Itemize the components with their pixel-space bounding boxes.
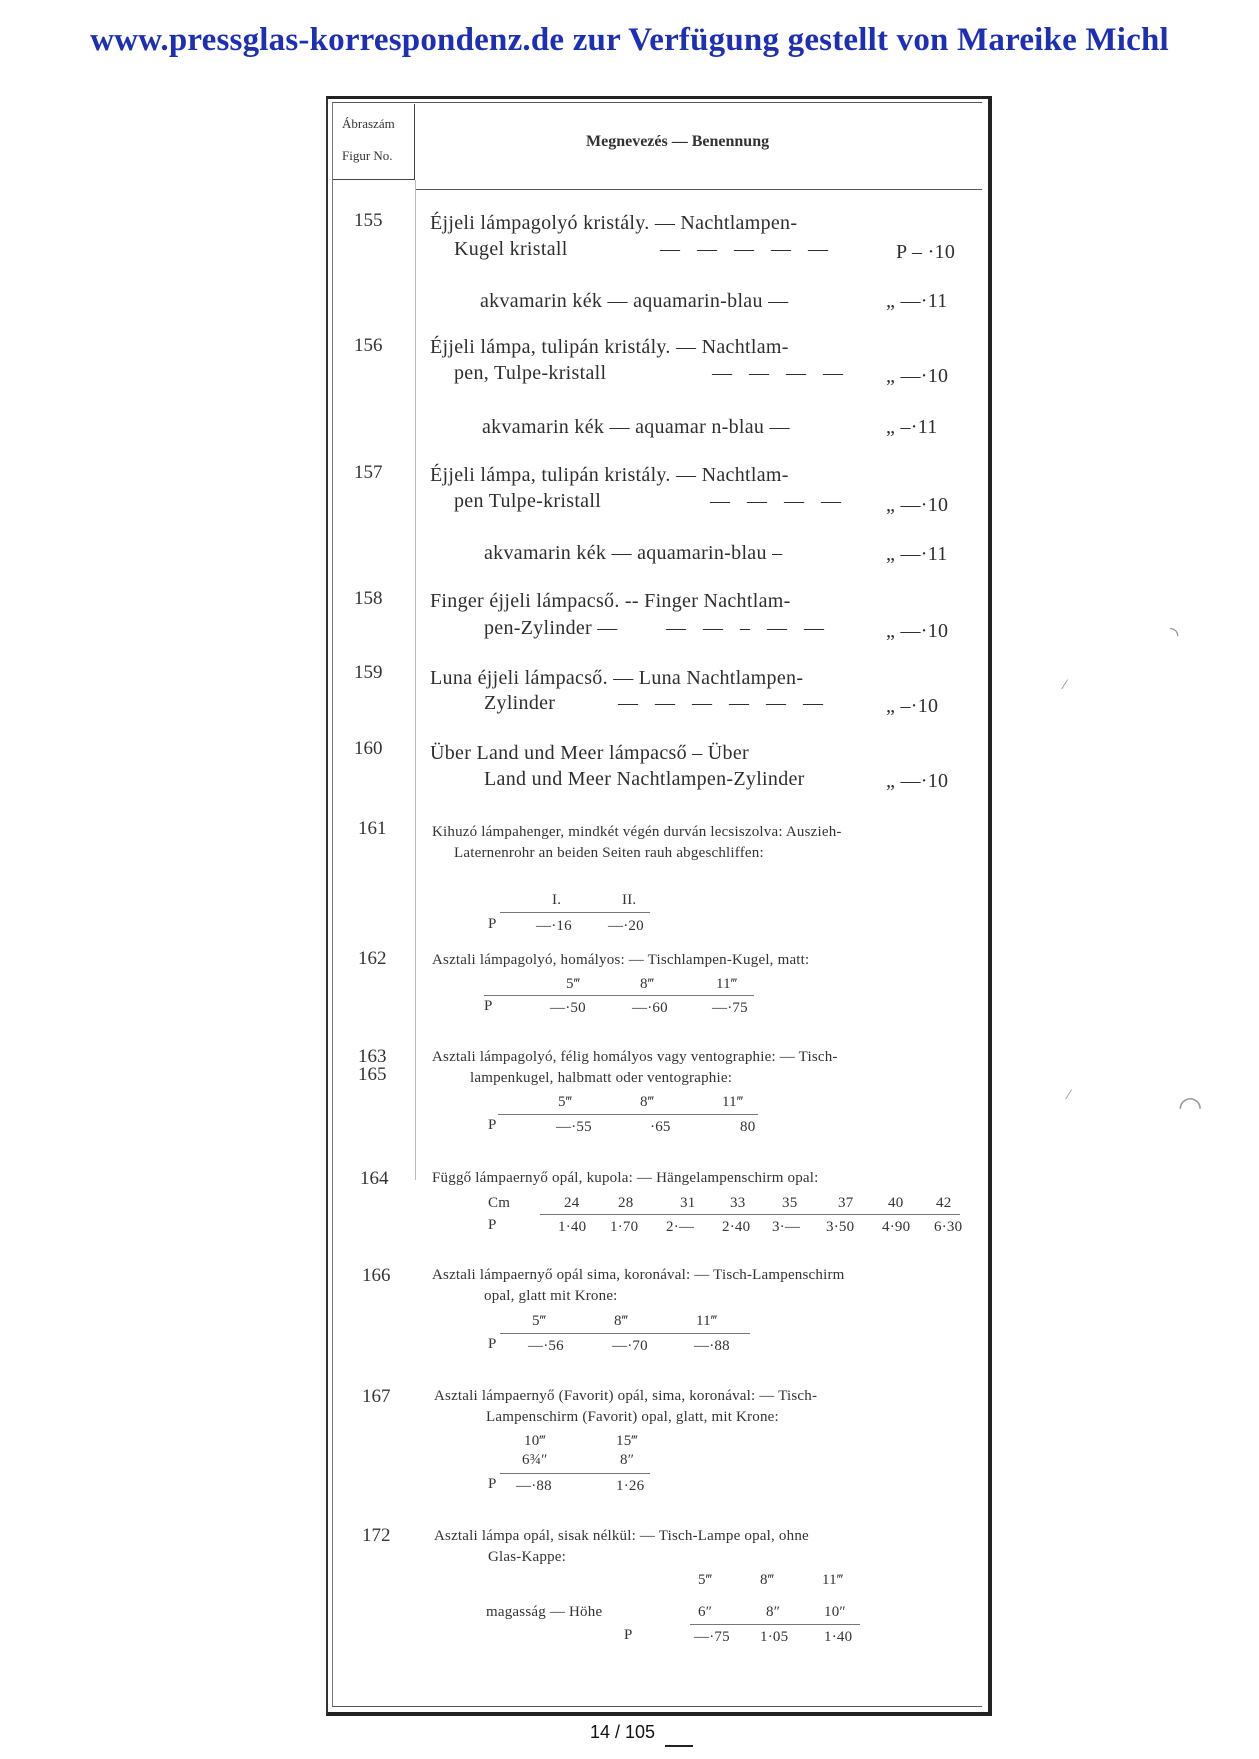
size-value: 11‴ xyxy=(822,1572,844,1588)
price-value: —·56 xyxy=(528,1338,564,1354)
price-value: 3·— xyxy=(772,1219,801,1235)
size-value: 11‴ xyxy=(722,1094,744,1110)
entry-line: Asztali lámpaernyő opál sima, koronával: — Tisch-Lampenschirm xyxy=(432,1267,845,1283)
size-value: 8‴ xyxy=(640,1094,655,1110)
price-label: P xyxy=(484,998,493,1014)
entry-line: Kihuzó lámpahenger, mindkét végén durván lecsiszolva: Auszieh- xyxy=(432,824,842,840)
price-value: 1·70 xyxy=(610,1219,639,1235)
page-number: 14 / 105 xyxy=(590,1722,656,1742)
price-header: II. xyxy=(622,892,637,908)
entry-dashes: — — – — — xyxy=(666,617,830,639)
size-value: 5‴ xyxy=(566,976,581,992)
size-value: 11‴ xyxy=(716,976,738,992)
entry-number: 163 xyxy=(358,1046,387,1067)
price-value: —·20 xyxy=(608,918,644,934)
price-value: —·88 xyxy=(694,1338,730,1354)
entry-line: Über Land und Meer lámpacső – Über xyxy=(430,742,749,764)
entry-line: Asztali lámpagolyó, homályos: — Tischlampen-Kugel, matt: xyxy=(432,952,810,968)
size-value: 33 xyxy=(730,1195,746,1211)
entry-line: Finger éjjeli lámpacső. -- Finger Nachtlam- xyxy=(430,590,791,612)
size-value: 40 xyxy=(888,1195,904,1211)
price-rule xyxy=(500,1473,650,1474)
entry-number: 162 xyxy=(358,948,387,969)
size-value: 31 xyxy=(680,1195,696,1211)
entry-line: pen, Tulpe-kristall xyxy=(454,362,607,384)
scan-artifact: ⁄ xyxy=(1068,1086,1071,1102)
price-value: —·60 xyxy=(632,1000,668,1016)
size-value: 35 xyxy=(782,1195,798,1211)
height-value: 10″ xyxy=(824,1604,846,1620)
entry-line: akvamarin kék — aquamarin-blau — xyxy=(480,290,789,312)
scan-artifact: ⁄ xyxy=(1064,676,1067,692)
figure-header-de: Figur No. xyxy=(342,148,393,163)
entry-line: Kugel kristall xyxy=(454,238,568,260)
entry-dashes: — — — — — xyxy=(660,238,834,260)
entry-line: Függő lámpaernyő opál, kupola: — Hängelampenschirm opal: xyxy=(432,1170,819,1186)
size-value: 37 xyxy=(838,1195,854,1211)
entry-number: 158 xyxy=(354,588,383,609)
size-value: 5‴ xyxy=(698,1572,713,1588)
size-value: 8‴ xyxy=(760,1572,775,1588)
size-value: 11‴ xyxy=(696,1313,718,1329)
entry-line: Asztali lámpa opál, sisak nélkül: — Tisch-Lampe opal, ohne xyxy=(434,1528,809,1544)
price-value: 80 xyxy=(740,1119,756,1135)
figure-header-hu: Ábraszám xyxy=(342,116,395,131)
price-label: P xyxy=(624,1627,633,1643)
height-value: 6″ xyxy=(698,1604,713,1620)
entry-number: 160 xyxy=(354,738,383,759)
price-value: 1·40 xyxy=(558,1219,587,1235)
price-rule xyxy=(484,995,754,996)
entry-dashes: — — — — xyxy=(710,490,847,512)
entry-line: akvamarin kék — aquamar n-blau — xyxy=(482,416,790,438)
price-header: I. xyxy=(552,892,562,908)
size-value: 5‴ xyxy=(558,1094,573,1110)
entry-line: pen-Zylinder — xyxy=(484,617,618,639)
page-number-underline xyxy=(665,1745,693,1747)
size-value: 8‴ xyxy=(614,1313,629,1329)
height-label: magasság — Höhe xyxy=(486,1604,603,1620)
price-label: P xyxy=(488,1217,497,1233)
entry-number: 165 xyxy=(358,1064,387,1085)
entry-number: 166 xyxy=(362,1265,391,1286)
price-rule xyxy=(540,1214,960,1215)
size-value: 15‴ xyxy=(616,1433,638,1449)
entry-price: „ —·10 xyxy=(886,770,949,792)
entry-dashes: — — — — xyxy=(712,362,849,384)
price-value: 4·90 xyxy=(882,1219,911,1235)
table-title: Megnevezés — Benennung xyxy=(586,133,770,150)
size-value: 28 xyxy=(618,1195,634,1211)
size-label: Cm xyxy=(488,1195,511,1211)
entry-price: „ —·10 xyxy=(886,494,949,516)
price-value: 2·40 xyxy=(722,1219,751,1235)
entry-price: „ —·11 xyxy=(886,543,948,565)
price-value: ·65 xyxy=(650,1119,671,1135)
entry-line: Asztali lámpaernyő (Favorit) opál, sima, koronával: — Tisch- xyxy=(434,1388,818,1404)
price-value: 2·— xyxy=(666,1219,695,1235)
scan-artifact: ◠ xyxy=(1178,1091,1203,1122)
price-rule xyxy=(500,1333,750,1334)
entry-line: Zylinder xyxy=(484,692,556,714)
entry-line: Land und Meer Nachtlampen-Zylinder xyxy=(484,768,805,790)
size-value: 24 xyxy=(564,1195,580,1211)
entry-line: pen Tulpe-kristall xyxy=(454,490,602,512)
entry-line: akvamarin kék — aquamarin-blau – xyxy=(484,542,783,564)
entry-price: „ —·10 xyxy=(886,365,949,387)
price-value: —·70 xyxy=(612,1338,648,1354)
price-label: P xyxy=(488,1117,497,1133)
entry-line: Luna éjjeli lámpacső. — Luna Nachtlampen- xyxy=(430,667,804,689)
price-value: 1·26 xyxy=(616,1478,645,1494)
entry-line: Éjjeli lámpagolyó kristály. — Nachtlampen- xyxy=(430,212,798,234)
price-label: P xyxy=(488,1336,497,1352)
price-value: 3·50 xyxy=(826,1219,855,1235)
entry-number: 156 xyxy=(354,335,383,356)
entry-price: P – ·10 xyxy=(896,241,956,263)
entry-line: Glas-Kappe: xyxy=(488,1549,567,1565)
size-value: 10‴ xyxy=(524,1433,546,1449)
entry-price: „ —·11 xyxy=(886,290,948,312)
entry-line: Éjjeli lámpa, tulipán kristály. — Nachtlam- xyxy=(430,336,789,358)
entry-line: Asztali lámpagolyó, félig homályos vagy ventographie: — Tisch- xyxy=(432,1049,838,1065)
column-divider xyxy=(415,180,416,1180)
source-link[interactable]: www.pressglas-korrespondenz.de zur Verfügung gestellt von Mareike Michl xyxy=(90,22,1169,58)
entry-line: Lampenschirm (Favorit) opal, glatt, mit Krone: xyxy=(486,1409,779,1425)
price-rule xyxy=(500,912,650,913)
size-value: 8″ xyxy=(620,1452,635,1468)
price-rule xyxy=(690,1624,860,1625)
size-value: 6¾″ xyxy=(522,1452,548,1468)
price-value: —·50 xyxy=(550,1000,586,1016)
entry-number: 157 xyxy=(354,462,383,483)
size-value: 5‴ xyxy=(532,1313,547,1329)
header-rule xyxy=(415,189,982,190)
entry-dashes: — — — — — — xyxy=(618,692,829,714)
height-value: 8″ xyxy=(766,1604,781,1620)
entry-number: 167 xyxy=(362,1386,391,1407)
entry-number: 172 xyxy=(362,1525,391,1546)
entry-number: 161 xyxy=(358,818,387,839)
entry-price: „ –·10 xyxy=(886,695,939,717)
price-value: —·55 xyxy=(556,1119,592,1135)
entry-line: opal, glatt mit Krone: xyxy=(484,1288,618,1304)
price-rule xyxy=(498,1114,758,1115)
entry-number: 159 xyxy=(354,662,383,683)
entry-price: „ —·10 xyxy=(886,620,949,642)
entry-number: 164 xyxy=(360,1168,389,1189)
scan-artifact: ◝ xyxy=(1170,622,1179,647)
size-value: 42 xyxy=(936,1195,952,1211)
entry-line: Éjjeli lámpa, tulipán kristály. — Nachtlam- xyxy=(430,464,789,486)
price-value: —·75 xyxy=(694,1629,730,1645)
entry-number: 155 xyxy=(354,210,383,231)
entry-line: Laternenrohr an beiden Seiten rauh abgeschliffen: xyxy=(454,845,764,861)
entry-line: lampenkugel, halbmatt oder ventographie: xyxy=(470,1070,733,1086)
entry-price: „ –·11 xyxy=(886,416,938,438)
size-value: 8‴ xyxy=(640,976,655,992)
price-value: —·88 xyxy=(516,1478,552,1494)
price-value: 1·05 xyxy=(760,1629,789,1645)
price-value: —·16 xyxy=(536,918,572,934)
price-value: —·75 xyxy=(712,1000,748,1016)
price-label: P xyxy=(488,1476,497,1492)
price-value: 1·40 xyxy=(824,1629,853,1645)
price-label: P xyxy=(488,916,497,932)
price-value: 6·30 xyxy=(934,1219,963,1235)
